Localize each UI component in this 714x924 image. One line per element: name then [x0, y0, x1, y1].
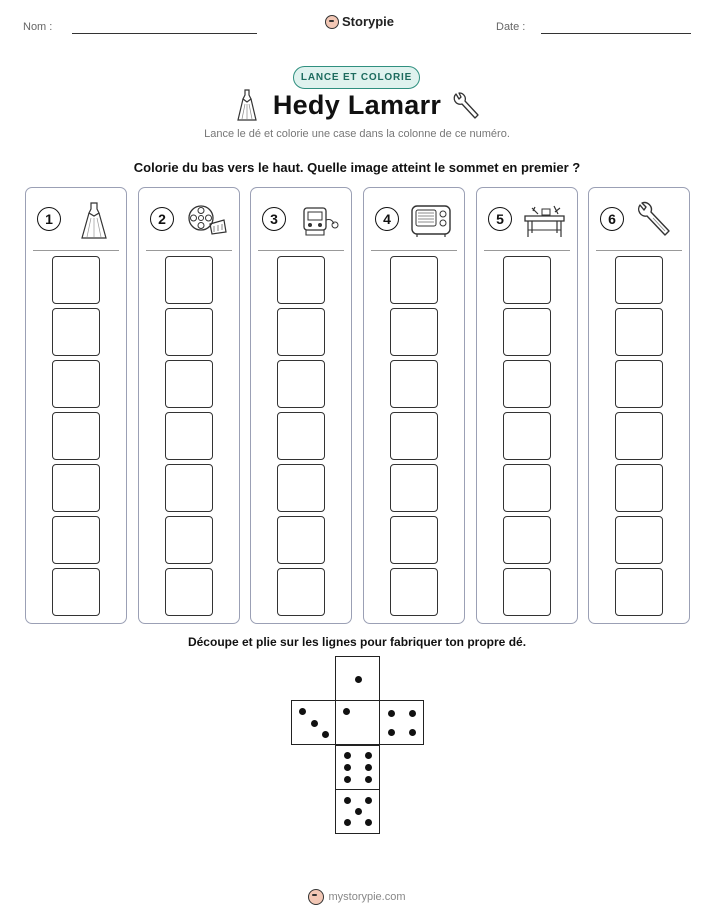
pip: [365, 752, 372, 759]
color-box[interactable]: [52, 412, 100, 460]
pip: [409, 710, 416, 717]
date-label: Date :: [496, 21, 526, 33]
dice-face-5: [335, 789, 380, 834]
column-divider: [484, 250, 570, 251]
page-title: Hedy Lamarr: [272, 90, 442, 120]
color-box[interactable]: [615, 256, 663, 304]
color-box[interactable]: [165, 412, 213, 460]
storypie-bear-icon: [308, 889, 324, 905]
footer: [0, 889, 714, 905]
pip: [365, 776, 372, 783]
pip: [344, 797, 351, 804]
pip: [344, 776, 351, 783]
dice-face-center: [335, 700, 380, 745]
column-3: [250, 187, 352, 624]
color-box[interactable]: [615, 464, 663, 512]
footer-url[interactable]: mystorypie.com: [328, 891, 406, 903]
dice-face-1: [335, 656, 380, 701]
column-divider: [371, 250, 457, 251]
brand-logo: [325, 14, 394, 29]
wrench-icon: [451, 90, 481, 122]
subtitle: Lance le dé et colorie une case dans la colonne de ce numéro.: [204, 128, 510, 140]
pip: [355, 808, 362, 815]
color-box[interactable]: [615, 412, 663, 460]
color-box[interactable]: [615, 360, 663, 408]
dice-net-instruction: Découpe et plie sur les lignes pour fabriquer ton propre dé.: [187, 635, 527, 649]
color-box[interactable]: [165, 308, 213, 356]
brand-name: Storypie: [342, 14, 395, 29]
pip: [355, 676, 362, 683]
name-line[interactable]: [72, 33, 257, 34]
color-box[interactable]: [503, 256, 551, 304]
pip: [322, 731, 329, 738]
color-box[interactable]: [390, 360, 438, 408]
color-box[interactable]: [277, 516, 325, 564]
gown-icon: [71, 200, 117, 240]
vintage-radio-icon: [409, 200, 455, 240]
color-box[interactable]: [165, 256, 213, 304]
wrench-icon: [634, 200, 680, 240]
color-box[interactable]: [165, 516, 213, 564]
column-1: [25, 187, 127, 624]
column-2: [138, 187, 240, 624]
instruction: Colorie du bas vers le haut. Quelle image atteint le sommet en premier ?: [133, 160, 581, 175]
color-box[interactable]: [503, 516, 551, 564]
color-box[interactable]: [615, 568, 663, 616]
column-number: 1: [37, 207, 61, 231]
color-box[interactable]: [277, 412, 325, 460]
color-box[interactable]: [52, 308, 100, 356]
color-box[interactable]: [390, 256, 438, 304]
color-box[interactable]: [503, 568, 551, 616]
column-5: [476, 187, 578, 624]
radio-device-icon: [296, 200, 342, 240]
color-box[interactable]: [165, 568, 213, 616]
pip: [299, 708, 306, 715]
pip: [388, 729, 395, 736]
column-number: 2: [150, 207, 174, 231]
color-box[interactable]: [615, 516, 663, 564]
color-box[interactable]: [165, 360, 213, 408]
date-line[interactable]: [541, 33, 691, 34]
color-box[interactable]: [52, 568, 100, 616]
pip: [344, 752, 351, 759]
color-box[interactable]: [277, 568, 325, 616]
pip: [409, 729, 416, 736]
pip: [365, 764, 372, 771]
dice-face-4: [379, 700, 424, 745]
color-box[interactable]: [277, 464, 325, 512]
name-label: Nom :: [23, 21, 53, 33]
column-6: [588, 187, 690, 624]
activity-badge: LANCE ET COLORIE: [293, 66, 420, 89]
color-box[interactable]: [503, 412, 551, 460]
pip: [344, 819, 351, 826]
column-divider: [33, 250, 119, 251]
column-4: [363, 187, 465, 624]
color-box[interactable]: [52, 464, 100, 512]
column-divider: [596, 250, 682, 251]
column-number: 6: [600, 207, 624, 231]
column-divider: [146, 250, 232, 251]
color-box[interactable]: [503, 360, 551, 408]
workbench-icon: [522, 200, 568, 240]
color-box[interactable]: [277, 308, 325, 356]
film-reel-icon: [184, 200, 230, 240]
dice-face-6: [335, 745, 380, 790]
pip: [365, 819, 372, 826]
pip: [311, 720, 318, 727]
color-box[interactable]: [615, 308, 663, 356]
column-number: 4: [375, 207, 399, 231]
color-box[interactable]: [390, 464, 438, 512]
color-box[interactable]: [390, 568, 438, 616]
color-box[interactable]: [165, 464, 213, 512]
pip: [343, 708, 350, 715]
color-box[interactable]: [390, 516, 438, 564]
color-box[interactable]: [52, 360, 100, 408]
color-box[interactable]: [277, 360, 325, 408]
color-box[interactable]: [503, 308, 551, 356]
column-number: 3: [262, 207, 286, 231]
pip: [388, 710, 395, 717]
storypie-bear-icon: [325, 15, 339, 29]
color-box[interactable]: [52, 516, 100, 564]
color-box[interactable]: [390, 412, 438, 460]
color-box[interactable]: [390, 308, 438, 356]
color-box[interactable]: [277, 256, 325, 304]
pip: [365, 797, 372, 804]
color-box[interactable]: [503, 464, 551, 512]
color-box[interactable]: [52, 256, 100, 304]
pip: [344, 764, 351, 771]
column-number: 5: [488, 207, 512, 231]
dice-face-3: [291, 700, 336, 745]
column-divider: [258, 250, 344, 251]
